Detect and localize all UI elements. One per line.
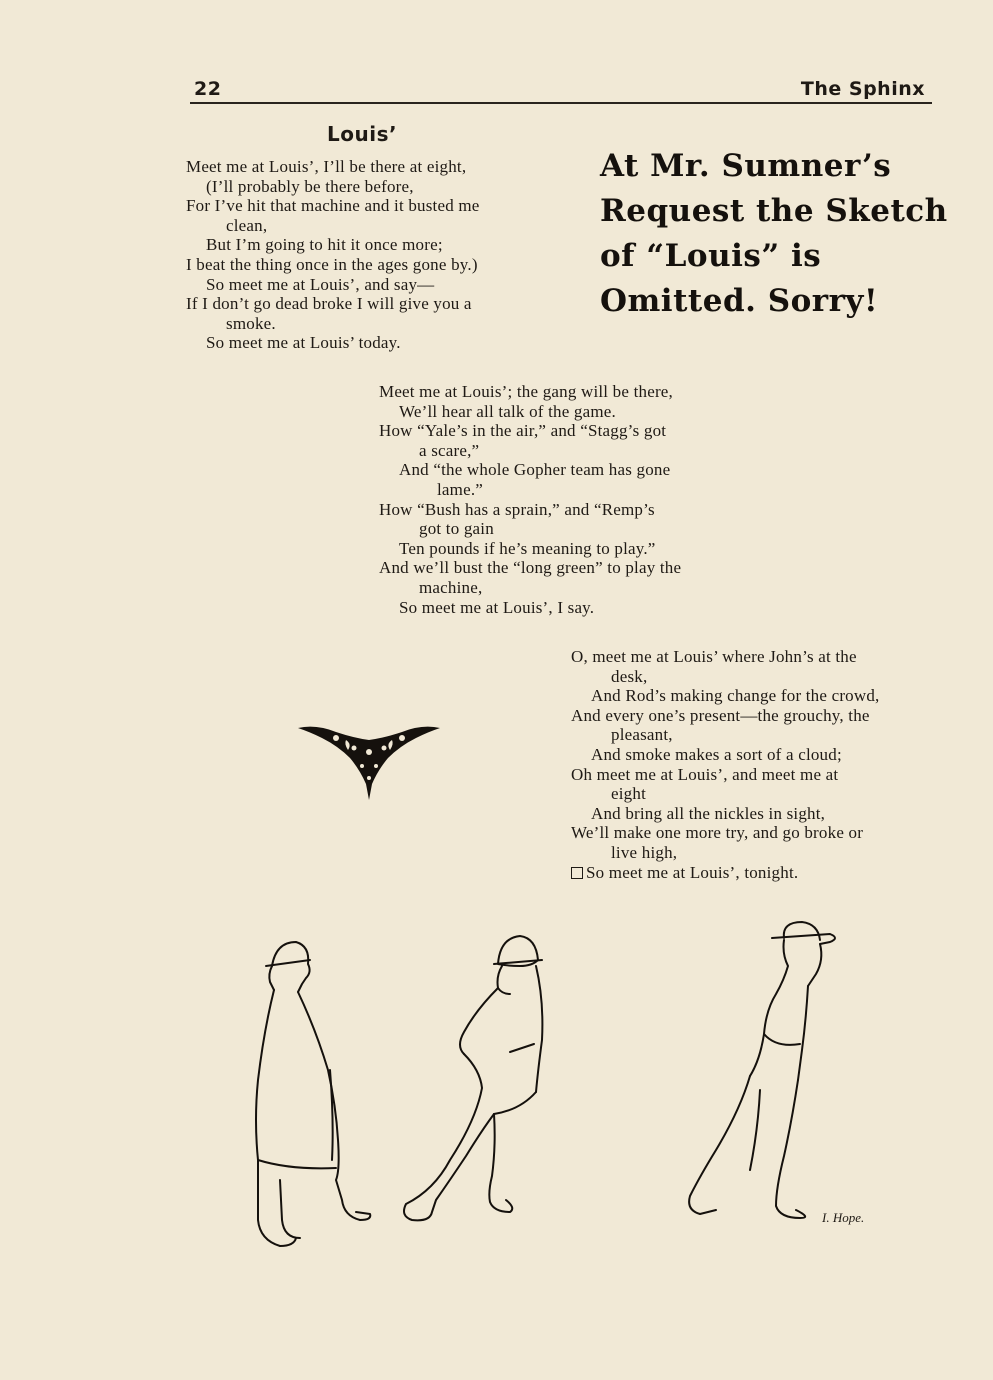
publication-title: The Sphinx — [800, 78, 925, 100]
poem-line: We’ll make one more try, and go broke or — [571, 823, 864, 843]
omitted-sketch-notice — [600, 144, 948, 324]
poem-line: Oh meet me at Louis’, and meet me at — [571, 764, 839, 784]
artist-signature: I. Hope. — [822, 1210, 865, 1225]
poem-line: So meet me at Louis’, I say. — [399, 597, 595, 617]
poem-line: And Rod’s making change for the crowd, — [591, 686, 880, 706]
poem-line: How “Bush has a sprain,” and “Remp’s — [379, 499, 655, 519]
checkbox-mark-icon — [571, 867, 583, 879]
stanza-3 — [571, 647, 880, 882]
poem-line: got to gain — [419, 519, 494, 539]
page-number: 22 — [194, 78, 222, 100]
poem-line: O, meet me at Louis’ where John’s at the — [571, 647, 857, 666]
poem-line: eight — [611, 784, 646, 804]
poem-line: And “the whole Gopher team has gone — [399, 460, 671, 480]
poem-line: clean, — [226, 215, 268, 235]
notice-line: At Mr. Sumner’s — [600, 148, 892, 184]
poem-line: I beat the thing once in the ages gone by.) — [186, 254, 478, 274]
poem-line: So meet me at Louis’ today. — [206, 333, 401, 353]
poem-title: Louis’ — [327, 122, 398, 146]
poem-line: And bring all the nickles in sight, — [591, 803, 826, 823]
poem-line: a scare,” — [419, 440, 480, 460]
poem-line: Meet me at Louis’; the gang will be there, — [379, 382, 674, 401]
poem-line: lame.” — [437, 479, 484, 499]
poem-line: For I’ve hit that machine and it busted me — [186, 196, 480, 216]
header-rule — [190, 102, 932, 104]
notice-line: Omitted. Sorry! — [600, 283, 879, 319]
poem-line: And every one’s present—the grouchy, the — [571, 705, 870, 725]
poem-line: So meet me at Louis’, and say— — [206, 274, 435, 294]
poem-line: And we’ll bust the “long green” to play the — [379, 558, 682, 578]
poem-line: smoke. — [226, 313, 276, 333]
poem-line: But I’m going to hit it once more; — [206, 235, 443, 255]
poem-line: pleasant, — [611, 725, 673, 745]
poem-line: machine, — [419, 577, 483, 597]
notice-line: of “Louis” is — [600, 238, 822, 274]
poem-line: (I’ll probably be there before, — [206, 176, 414, 196]
poem-line: We’ll hear all talk of the game. — [399, 401, 616, 421]
three-men-silhouettes-icon — [180, 920, 900, 1260]
stanza-2 — [379, 382, 681, 617]
poem-line: And smoke makes a sort of a cloud; — [591, 744, 842, 764]
notice-line: Request the Sketch — [600, 193, 948, 229]
poem-line: Ten pounds if he’s meaning to play.” — [399, 538, 656, 558]
fleuron-ornament-icon — [296, 718, 442, 802]
poem-line: Meet me at Louis’, I’ll be there at eight, — [186, 157, 467, 176]
poem-line: desk, — [611, 666, 648, 686]
poem-line: How “Yale’s in the air,” and “Stagg’s got — [379, 421, 667, 441]
poem-line: So meet me at Louis’, tonight. — [586, 862, 799, 882]
poem-line: live high, — [611, 842, 678, 862]
stanza-1 — [186, 157, 480, 353]
poem-line: If I don’t go dead broke I will give you a — [186, 294, 472, 314]
